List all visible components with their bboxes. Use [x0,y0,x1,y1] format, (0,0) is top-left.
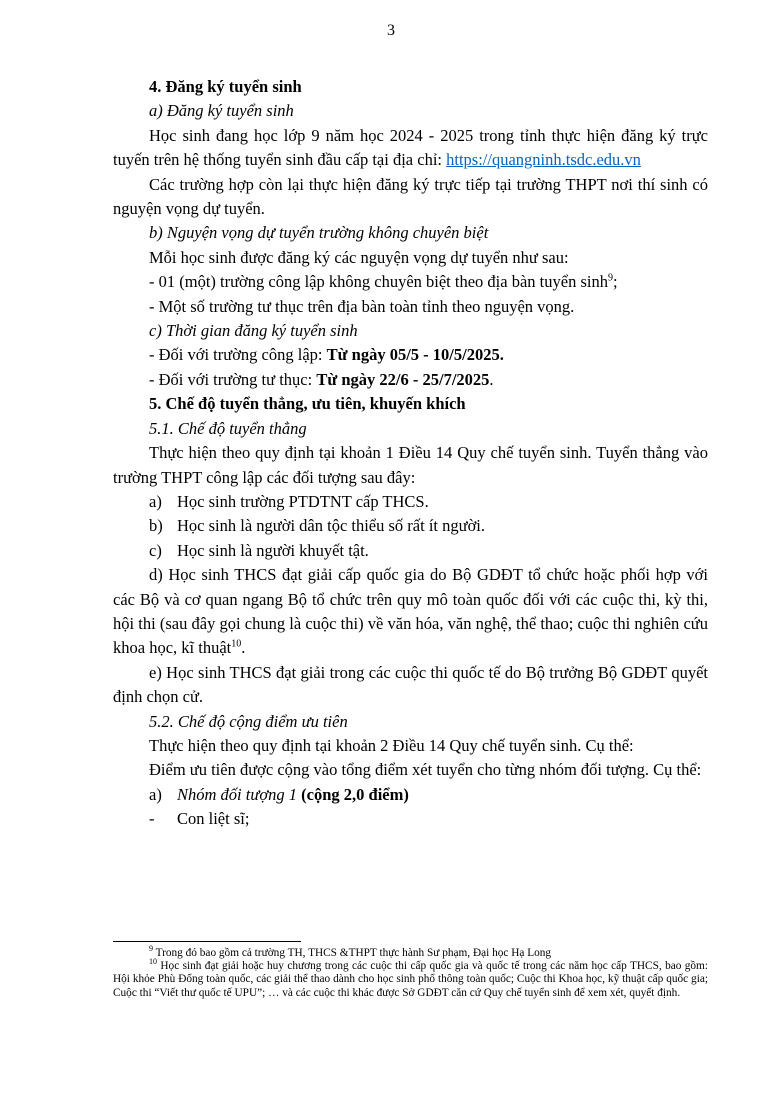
private-date-label: - Đối với trường tư thục: [149,369,317,389]
footnote-9 [113,944,708,960]
list-item [113,514,708,538]
item-d-end: . [241,638,246,658]
section-4c-heading: c) Thời gian đăng ký tuyển sinh [149,321,358,341]
section-4b-heading: b) Nguyện vọng dự tuyển trường không chuyên biệt [149,223,489,243]
registration-text: Học sinh đang học lớp 9 năm học 2024 - 2025 trong tỉnh thực hiện đăng ký trực tuyến trên hệ thống tuyển sinh đầu cấp tại địa chỉ: [113,125,708,170]
section-51-item-d [113,563,708,661]
section-5-heading: 5. Chế độ tuyển thẳng, ưu tiên, khuyến khích [149,394,466,414]
list-item-label: a) [149,784,162,804]
list-item [113,807,708,831]
public-date-label: - Đối với trường công lập: [149,345,327,365]
section-4b-paragraph-2 [113,270,708,294]
group-1-points: (cộng 2,0 điểm) [301,784,409,804]
public-date-value: Từ ngày 05/5 - 10/5/2025. [326,345,504,365]
private-date-end: . [489,369,494,389]
section-51-paragraph-1: Thực hiện theo quy định tại khoản 1 Điều 14 Quy chế tuyển sinh. Tuyển thẳng vào trường THPT công lập các đối tượng sau đây: [113,443,708,487]
section-4a-heading: a) Đăng ký tuyển sinh [149,101,294,121]
footnote-10-text: Học sinh đạt giải hoặc huy chương trong các cuộc thi cấp quốc gia và quốc tế trong các năm học cấp THCS, bao gồm: Hội khỏe Phù Đổng toàn quốc, các giải thể thao dành cho học sinh phổ thông toàn quốc; Cuộc thi Khoa học, kỹ thuật cấp quốc gia; Cuộc thi “Viết thư quốc tế UPU”; … và các cuộc thi khác được Sở GDĐT căn cứ Quy chế tuyển sinh để xem xét, quyết định. [113,960,708,999]
list-item-label: a) [149,491,162,511]
section-51-item-e: e) Học sinh THCS đạt giải trong các cuộc thi quốc tế do Bộ trưởng Bộ GDĐT quyết định chọn cử. [113,662,708,707]
private-date-value: Từ ngày 22/6 - 25/7/2025 [316,369,490,389]
list-item [113,539,708,563]
list-item-text: Học sinh là người dân tộc thiểu số rất ít người. [177,516,485,536]
priority-group-1 [113,783,708,807]
section-4c-paragraph-2 [113,368,708,392]
list-item-text: Học sinh là người khuyết tật. [177,540,369,560]
section-4c-paragraph-1 [113,343,708,367]
public-school-end: ; [612,272,618,292]
list-item-label: - [149,809,155,829]
footnote-ref-10: 10 [231,638,242,650]
section-52-paragraph-1: Thực hiện theo quy định tại khoản 2 Điều 14 Quy chế tuyển sinh. Cụ thể: [149,735,634,755]
section-52-heading: 5.2. Chế độ cộng điểm ưu tiên [149,711,348,731]
list-item-text: Học sinh trường PTDTNT cấp THCS. [177,491,429,511]
document-body [113,75,708,832]
footnote-9-number: 9 [149,944,153,954]
footnote-separator [113,941,301,942]
section-4a-paragraph-1 [113,124,708,173]
section-4b-paragraph-3: - Một số trường tư thục trên địa bàn toàn tỉnh theo nguyện vọng. [149,296,575,316]
section-4a-paragraph-2: Các trường hợp còn lại thực hiện đăng ký trực tiếp tại trường THPT nơi thí sinh có nguyện vọng dự tuyển. [113,174,708,219]
section-51-heading: 5.1. Chế độ tuyển thẳng [149,418,307,438]
list-item-text: Con liệt sĩ; [177,809,250,829]
section-4-heading: 4. Đăng ký tuyển sinh [149,77,302,96]
footnotes [113,944,708,1000]
section-4b-paragraph-1: Mỗi học sinh được đăng ký các nguyện vọng dự tuyển như sau: [149,247,569,267]
registration-link[interactable]: https://quangninh.tsdc.edu.vn [446,150,641,170]
section-52-paragraph-2: Điểm ưu tiên được cộng vào tổng điểm xét tuyển cho từng nhóm đối tượng. Cụ thể: [149,760,702,780]
footnote-10 [113,957,708,1000]
list-item-label: b) [149,516,163,536]
public-school-text: - 01 (một) trường công lập không chuyên biệt theo địa bàn tuyển sinh [149,272,608,292]
list-item [113,490,708,514]
footnote-10-number: 10 [149,957,157,967]
item-d-text: d) Học sinh THCS đạt giải cấp quốc gia do Bộ GDĐT tổ chức hoặc phối hợp với các Bộ và cơ quan ngang Bộ tổ chức trên quy mô toàn quốc đối với các cuộc thi, kỳ thi, hội thi (sau đây gọi chung là cuộc thi) về văn hóa, văn nghệ, thể thao; cuộc thi nghiên cứu khoa học, kĩ thuật [113,565,708,658]
footnote-ref-9: 9 [607,272,613,284]
list-item-label: c) [149,540,162,560]
page-number: 3 [387,22,395,39]
group-1-name: Nhóm đối tượng 1 [177,784,298,804]
footnote-9-text: Trong đó bao gồm cả trường TH, THCS &THPT thực hành Sư phạm, Đại học Hạ Long [153,947,552,959]
